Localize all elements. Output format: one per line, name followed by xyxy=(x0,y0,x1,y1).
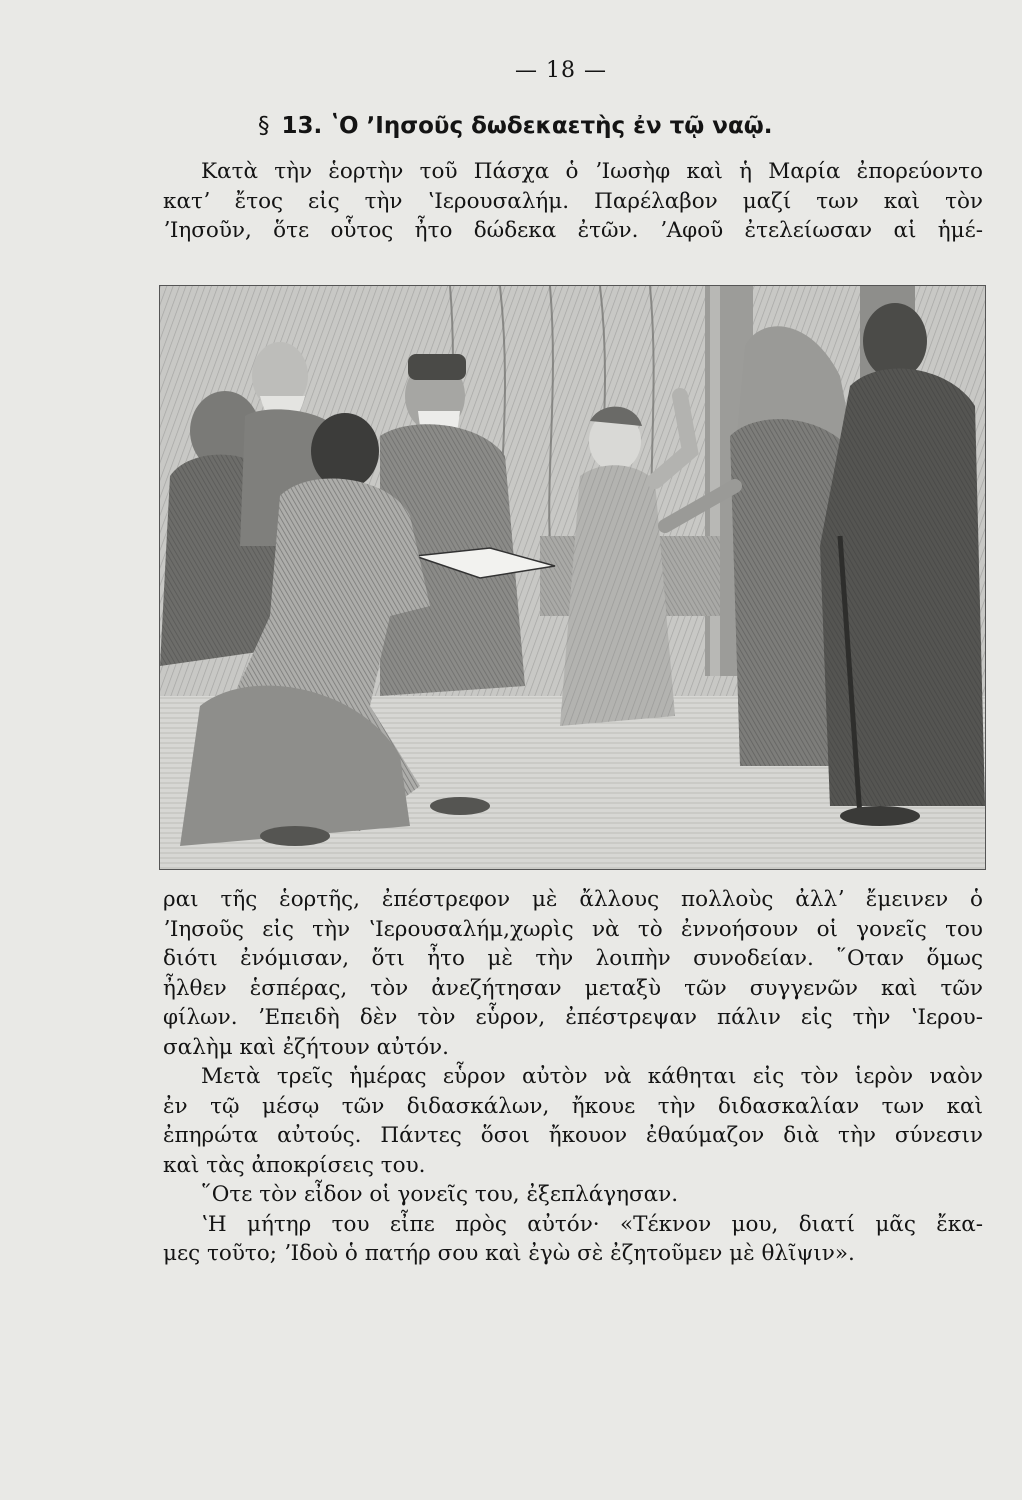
text-line: κατʼ ἔτος εἰς τὴν ʽΙερουσαλήμ. Παρέλαβον μαζί των καὶ τὸν xyxy=(163,188,983,214)
paragraph-top xyxy=(163,157,983,246)
text-line: διότι ἐνόμισαν, ὅτι ἦτο μὲ τὴν λοιπὴν συνοδείαν. ῞Οταν ὅμως xyxy=(163,946,983,971)
section-sign: § xyxy=(258,113,270,139)
section-heading xyxy=(258,113,773,139)
text-line: σαλὴμ καὶ ἐζήτουν αὐτόν. xyxy=(163,1034,449,1060)
text-line: ʽΗ μήτηρ του εἶπε πρὸς αὐτόν· «Τέκνον μου, διατί μᾶς ἔκα- xyxy=(201,1211,983,1237)
paragraph-bottom xyxy=(163,885,983,1269)
text-line: καὶ τὰς ἀποκρίσεις του. xyxy=(163,1152,426,1178)
text-line: μες τοῦτο; ʼΙδοὺ ὁ πατήρ σου καὶ ἐγὼ σὲ ἐζητοῦμεν μὲ θλῖψιν». xyxy=(163,1241,855,1266)
section-title: 13. ʽΟ ʼΙησοῦς δωδεκαετὴς ἐν τῷ ναῷ. xyxy=(281,113,773,139)
text-line: ʼΙησοῦς εἰς τὴν ʽΙερουσαλήμ,χωρὶς νὰ τὸ ἐννοήσουν οἱ γονεῖς του xyxy=(163,916,983,942)
engraving-illustration xyxy=(159,285,986,870)
text-line: ραι τῆς ἑορτῆς, ἐπέστρεφον μὲ ἄλλους πολλοὺς ἀλλʼ ἔμεινεν ὁ xyxy=(163,887,983,912)
page-number: — 18 — xyxy=(515,58,607,83)
text-line: ἦλθεν ἑσπέρας, τὸν ἀνεζήτησαν μεταξὺ τῶν συγγενῶν καὶ τῶν xyxy=(163,975,983,1001)
text-line: ʼΙησοῦν, ὅτε οὗτος ἦτο δώδεκα ἐτῶν. ʼΑφοῦ ἐτελείωσαν αἱ ἡμέ- xyxy=(163,218,983,243)
engraving-jesus-in-temple-icon xyxy=(160,286,985,869)
text-line: φίλων. ʼΕπειδὴ δὲν τὸν εὗρον, ἐπέστρεψαν πάλιν εἰς τὴν ʽΙερου- xyxy=(163,1005,983,1030)
text-line: Κατὰ τὴν ἑορτὴν τοῦ Πάσχα ὁ ʼΙωσὴφ καὶ ἡ Μαρία ἐπορεύοντο xyxy=(201,159,983,184)
text-line: Μετὰ τρεῖς ἡμέρας εὗρον αὐτὸν νὰ κάθηται εἰς τὸν ἱερὸν ναὸν xyxy=(201,1064,983,1089)
text-line: ἐπηρώτα αὐτούς. Πάντες ὅσοι ἤκουον ἐθαύμαζον διὰ τὴν σύνεσιν xyxy=(163,1123,983,1148)
text-line: ῞Οτε τὸν εἶδον οἱ γονεῖς του, ἐξεπλάγησαν. xyxy=(201,1182,679,1207)
text-line: ἐν τῷ μέσῳ τῶν διδασκάλων, ἤκουε τὴν διδασκαλίαν των καὶ xyxy=(163,1093,983,1119)
